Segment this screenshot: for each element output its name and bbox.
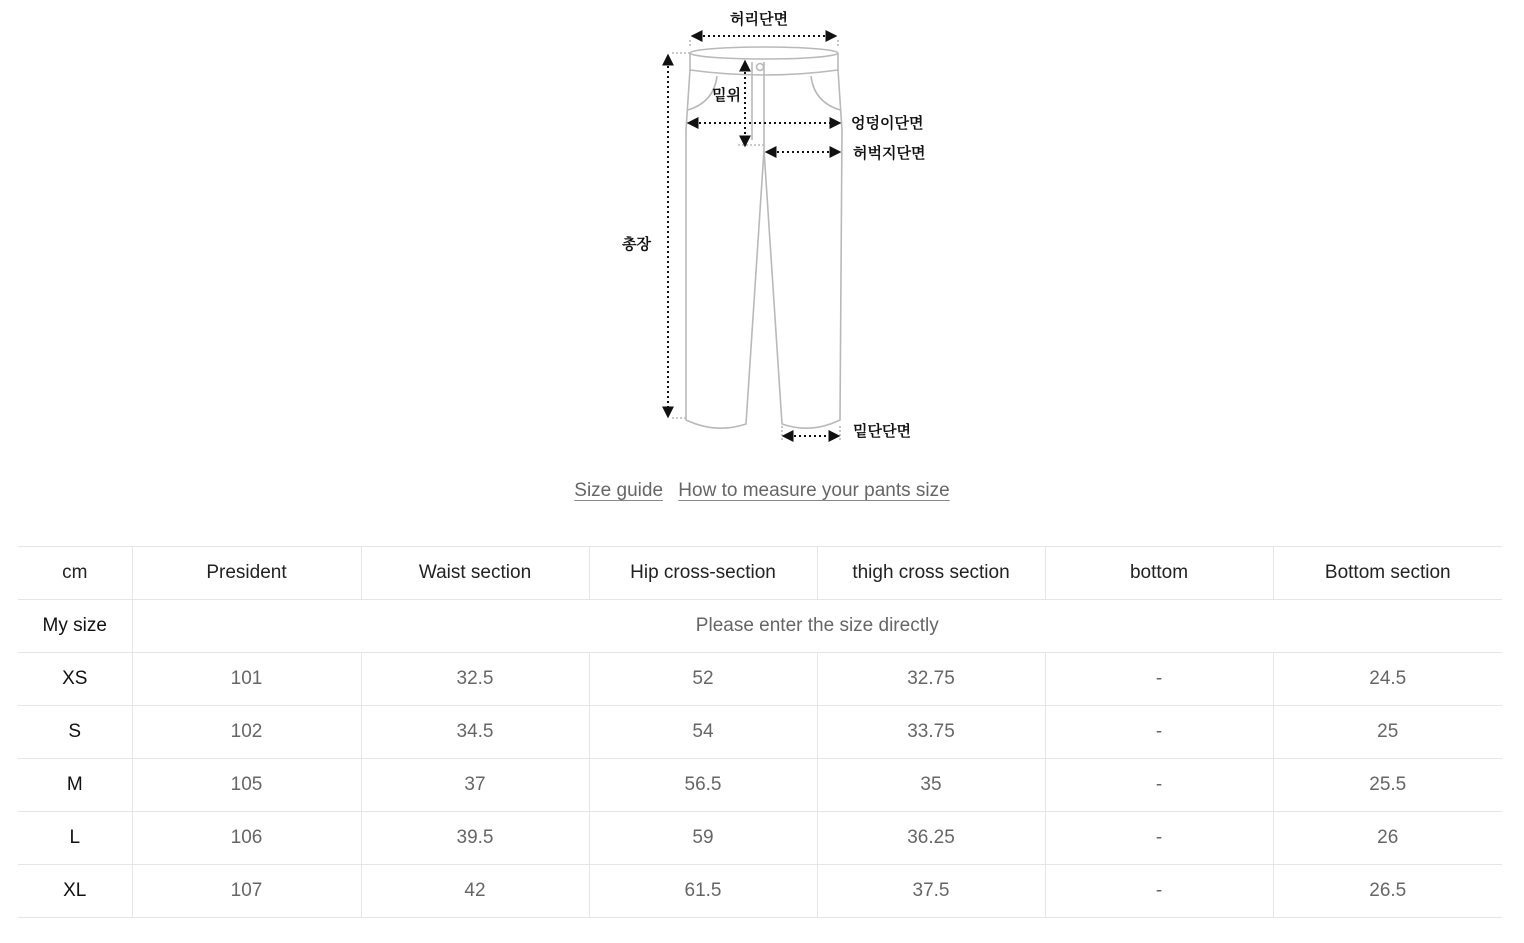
cell-thigh: 37.5 — [817, 865, 1045, 918]
rise-label: 밑위 — [712, 86, 741, 104]
cell-thigh: 35 — [817, 759, 1045, 812]
cell-length: 106 — [132, 812, 361, 865]
cell-rise: - — [1045, 759, 1273, 812]
cell-hip: 59 — [589, 812, 817, 865]
cell-rise: - — [1045, 865, 1273, 918]
cell-hem: 24.5 — [1273, 653, 1502, 706]
thigh-label: 허벅지단면 — [853, 144, 926, 162]
cell-waist: 34.5 — [361, 706, 589, 759]
length-label: 총장 — [622, 235, 651, 253]
cell-waist: 37 — [361, 759, 589, 812]
cell-hip: 52 — [589, 653, 817, 706]
cell-hem: 26 — [1273, 812, 1502, 865]
table-row — [18, 653, 1502, 706]
cell-hip: 61.5 — [589, 865, 817, 918]
table-header-row — [18, 547, 1502, 600]
size-label: S — [18, 706, 132, 759]
hem-label: 밑단단면 — [853, 422, 911, 440]
cell-hem: 25.5 — [1273, 759, 1502, 812]
cell-length: 105 — [132, 759, 361, 812]
header-length: President — [132, 547, 361, 600]
my-size-input[interactable]: Please enter the size directly — [132, 600, 1502, 653]
cell-thigh: 33.75 — [817, 706, 1045, 759]
header-rise: bottom — [1045, 547, 1273, 600]
cell-waist: 39.5 — [361, 812, 589, 865]
table-row — [18, 865, 1502, 918]
size-guide-link[interactable]: Size guide — [574, 480, 664, 501]
cell-rise: - — [1045, 706, 1273, 759]
my-size-label: My size — [18, 600, 132, 653]
size-table — [18, 546, 1502, 918]
cell-length: 101 — [132, 653, 361, 706]
cell-length: 102 — [132, 706, 361, 759]
header-hem: Bottom section — [1273, 547, 1502, 600]
cell-thigh: 32.75 — [817, 653, 1045, 706]
header-thigh: thigh cross section — [817, 547, 1045, 600]
cell-waist: 32.5 — [361, 653, 589, 706]
measurement-arrows — [668, 36, 839, 436]
cell-hem: 26.5 — [1273, 865, 1502, 918]
header-waist: Waist section — [361, 547, 589, 600]
table-row — [18, 759, 1502, 812]
cell-hip: 54 — [589, 706, 817, 759]
pants-illustration — [0, 0, 1524, 470]
size-label: XL — [18, 865, 132, 918]
cell-waist: 42 — [361, 865, 589, 918]
pants-measurement-diagram — [0, 0, 1524, 470]
table-row — [18, 706, 1502, 759]
cell-rise: - — [1045, 653, 1273, 706]
header-unit: cm — [18, 547, 132, 600]
cell-thigh: 36.25 — [817, 812, 1045, 865]
size-label: M — [18, 759, 132, 812]
cell-hip: 56.5 — [589, 759, 817, 812]
size-label: XS — [18, 653, 132, 706]
cell-length: 107 — [132, 865, 361, 918]
my-size-row — [18, 600, 1502, 653]
pants-outline — [672, 40, 842, 440]
hip-label: 엉덩이단면 — [851, 114, 924, 132]
cell-hem: 25 — [1273, 706, 1502, 759]
how-to-measure-link[interactable]: How to measure your pants size — [678, 480, 950, 501]
table-row — [18, 812, 1502, 865]
guide-links — [0, 480, 1524, 502]
cell-rise: - — [1045, 812, 1273, 865]
size-label: L — [18, 812, 132, 865]
waist-label: 허리단면 — [730, 10, 788, 28]
header-hip: Hip cross-section — [589, 547, 817, 600]
